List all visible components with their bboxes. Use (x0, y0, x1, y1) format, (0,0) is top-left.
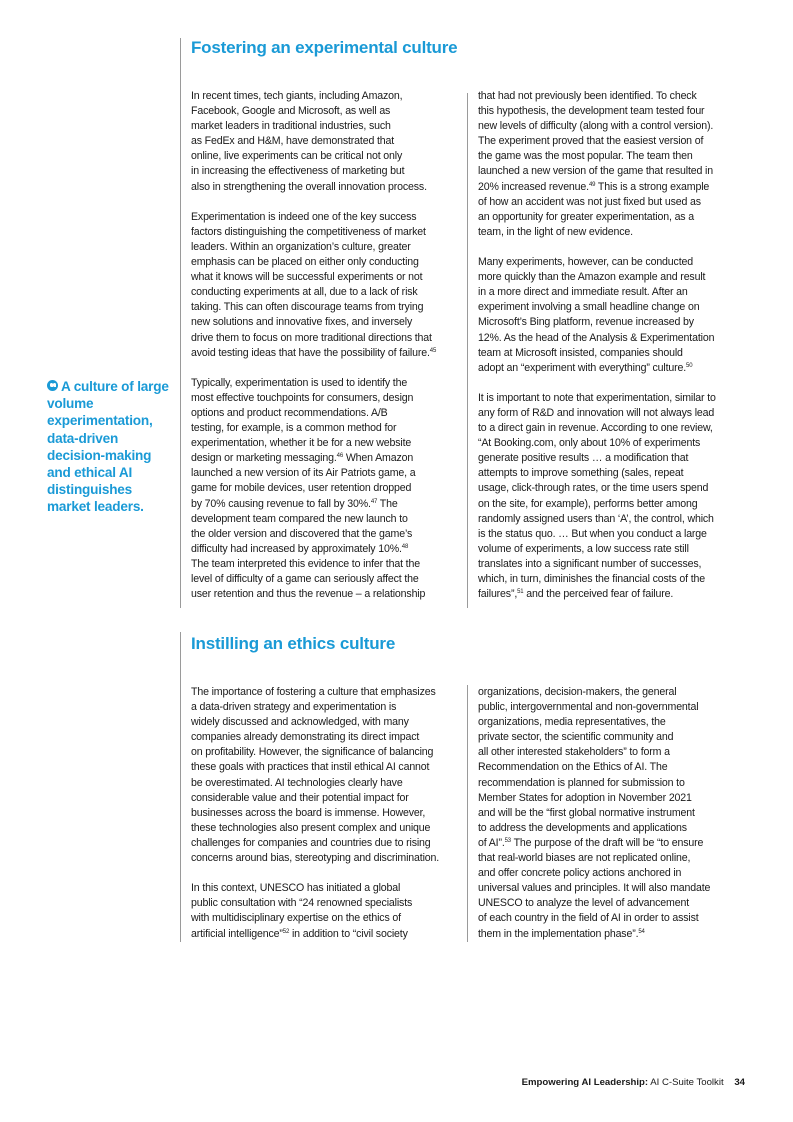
pull-quote-text: A culture of large volume experimentation, data-driven decision-making and ethical AI distinguishes market leaders. (47, 379, 169, 515)
pull-quote (47, 378, 172, 516)
text-line: be overestimated. AI technologies clearly have (191, 776, 403, 789)
text-line: on the site, for example), performs better among (478, 497, 698, 510)
text-line: The experiment proved that the easiest version of (478, 135, 704, 148)
left-margin-rule-2 (180, 632, 181, 942)
text-line: “At Booking.com, only about 10% of experiments (478, 437, 701, 450)
text-line: to address the developments and applications (478, 821, 687, 834)
section-heading-ethics-culture: Instilling an ethics culture (191, 634, 396, 653)
page-footer (522, 1077, 745, 1088)
text-line: in increasing the effectiveness of marketing but (191, 165, 405, 178)
text-line: difficulty had increased by approximately 10%.$^{48}$ (191, 542, 409, 555)
paragraph (191, 881, 461, 941)
paragraph (478, 255, 753, 376)
text-line: challenges for companies and countries due to rising (191, 836, 431, 849)
footnote-ref: 52 (282, 928, 290, 935)
text-line: online, live experiments can be critical not only (191, 150, 403, 163)
text-line: that real-world biases are not replicated online, (478, 852, 691, 865)
text-line: team at Microsoft insisted, companies should (478, 346, 683, 359)
text-line: any form of R&D and innovation will not always lead (478, 406, 715, 419)
paragraph (191, 210, 461, 361)
text-line: them in the implementation phase”.$^{54}$ (478, 927, 645, 940)
text-line: artificial intelligence”$^{52}$ in addition to “civil society (191, 927, 408, 940)
text-line: taking. This can often discourage teams from trying (191, 301, 424, 314)
text-line: development team compared the new launch to (191, 512, 408, 525)
text-line: a data-driven strategy and experimentation is (191, 701, 397, 714)
text-line: experimentation, whether it be for a new website (191, 437, 412, 450)
text-line: which, in turn, diminishes the financial costs of the (478, 573, 705, 585)
text-line: attempts to improve something (sales, repeat (478, 467, 684, 480)
quote-icon (47, 380, 58, 391)
text-line: avoid testing ideas that have the possibility of failure.$^{45}$ (191, 346, 437, 359)
text-line: private sector, the scientific community and (478, 731, 674, 744)
text-line: factors distinguishing the competitiveness of market (191, 225, 426, 238)
footnote-ref: 50 (686, 362, 693, 369)
text-line: Facebook, Google and Microsoft, as well as (191, 105, 391, 118)
paragraph (478, 391, 753, 602)
text-line: in a more direct and immediate result. After an (478, 286, 688, 299)
text-line: translates into a significant number of successes, (478, 557, 702, 570)
text-line: more quickly than the Amazon example and result (478, 271, 706, 284)
text-line: new levels of difficulty (along with a control version). (478, 120, 714, 133)
text-line: drive them to focus on more traditional directions that (191, 331, 432, 344)
text-line: businesses across the board is immense. However, (191, 806, 426, 819)
text-line: the game was the most popular. The team then (478, 150, 693, 163)
text-line: new solutions and innovative fixes, and inversely (191, 316, 413, 329)
text-line: failures”,$^{51}$ and the perceived fear of failure. (478, 588, 674, 601)
text-line: It is important to note that experimentation, similar to (478, 391, 716, 404)
text-line: universal values and principles. It will also mandate (478, 882, 711, 895)
text-line: generate positive results … a modification that (478, 452, 689, 465)
text-line: emphasis can be placed on either only conducting (191, 256, 419, 269)
footnote-ref: 53 (504, 837, 511, 844)
text-line: organizations, decision-makers, the general (478, 686, 677, 698)
paragraph (478, 685, 753, 942)
section-heading-experimental-culture: Fostering an experimental culture (191, 38, 458, 57)
text-line: testing, for example, is a common method for (191, 422, 397, 435)
text-line: organizations, media representatives, the (478, 716, 666, 729)
footer-title: Empowering AI Leadership: (521, 1077, 649, 1088)
text-line: The team interpreted this evidence to infer that the (191, 557, 420, 570)
text-line: is the status quo. … But when you conduct a large (478, 527, 707, 540)
text-line: to a direct gain in revenue. According to one review, (478, 422, 713, 435)
column-divider-2 (467, 685, 468, 942)
text-line: considerable value and their potential impact for (191, 791, 409, 804)
text-line: the older version and discovered that the game’s (191, 527, 413, 540)
footnote-ref: 49 (588, 181, 596, 188)
text-line: conducting experiments at all, due to a lack of risk (191, 286, 418, 299)
paragraph (191, 376, 461, 602)
text-line: launched a new version of its Air Patriots game, a (191, 467, 416, 480)
text-line: this hypothesis, the development team tested four (478, 105, 705, 118)
footnote-ref: 51 (517, 589, 524, 596)
text-line: these technologies also present complex and unique (191, 821, 431, 834)
text-line: companies already demonstrating its direct impact (191, 731, 420, 744)
text-line: most effective touchpoints for consumers, design (191, 391, 414, 404)
text-line: experiment involving a small headline change on (478, 301, 700, 314)
text-line: usage, click-through rates, or the time users spend (478, 482, 709, 495)
text-line: UNESCO to analyze the level of advancement (478, 897, 689, 910)
text-line: level of difficulty of a game can seriously affect the (191, 573, 419, 585)
text-line: randomly assigned users than ‘A’, the control, which (478, 512, 714, 525)
text-line: by 70% causing revenue to fall by 30%.$^{47}$ The (191, 497, 398, 510)
text-line: public consultation with “24 renowned specialists (191, 897, 413, 910)
text-line: Recommendation on the Ethics of AI. The (478, 761, 668, 774)
section2-left-column (191, 685, 461, 942)
section2-right-column (478, 685, 753, 942)
text-line: also in strengthening the overall innovation process. (191, 180, 427, 193)
text-line: user retention and thus the revenue – a relationship (191, 588, 426, 601)
text-line: on profitability. However, the significance of balancing (191, 746, 434, 759)
footer-subtitle: AI C-Suite Toolkit (650, 1077, 724, 1088)
text-line: with multidisciplinary expertise on the ethics of (191, 912, 401, 925)
text-line: and offer concrete policy actions anchored in (478, 867, 682, 880)
paragraph (191, 89, 461, 195)
text-line: of each country in the field of AI in order to assist (478, 912, 699, 925)
text-line: these goals with practices that instil ethical AI cannot (191, 761, 430, 774)
text-line: and will be the “first global normative instrument (478, 806, 695, 819)
text-line: team, in the light of new evidence. (478, 225, 633, 238)
text-line: as FedEx and H&M, have demonstrated that (191, 135, 395, 148)
paragraph (478, 89, 753, 240)
text-line: Many experiments, however, can be conducted (478, 256, 693, 269)
footnote-ref: 47 (370, 498, 378, 505)
text-line: all other interested stakeholders” to form a (478, 746, 670, 759)
text-line: market leaders in traditional industries, such (191, 120, 391, 133)
text-line: of AI”.$^{53}$ The purpose of the draft will be “to ensure (478, 836, 704, 849)
footnote-ref: 54 (638, 928, 645, 935)
text-line: of how an accident was not just fixed but used as (478, 195, 701, 208)
text-line: leaders. Within an organization’s culture, greater (191, 240, 411, 253)
footnote-ref: 48 (401, 543, 409, 550)
left-margin-rule (180, 38, 181, 608)
text-line: that had not previously been identified. To check (478, 90, 697, 102)
text-line: volume of experiments, a low success rate still (478, 542, 689, 555)
text-line: 12%. As the head of the Analysis & Experimentation (478, 331, 715, 344)
text-line: design or marketing messaging.$^{46}$ When Amazon (191, 452, 414, 465)
section1-right-column (478, 89, 753, 602)
text-line: game for mobile devices, user retention dropped (191, 482, 412, 495)
text-line: launched a new version of the game that resulted in (478, 165, 713, 178)
text-line: adopt an “experiment with everything” culture.$^{50}$ (478, 361, 693, 374)
column-divider-1 (467, 93, 468, 608)
text-line: what it knows will be successful experiments or not (191, 271, 423, 284)
text-line: Experimentation is indeed one of the key success (191, 210, 417, 223)
paragraph (191, 685, 461, 866)
text-line: public, intergovernmental and non-governmental (478, 701, 699, 714)
text-line: Typically, experimentation is used to identify the (191, 376, 408, 389)
page-number: 34 (734, 1077, 745, 1088)
text-line: 20% increased revenue.$^{49}$ This is a strong example (478, 180, 710, 193)
text-line: recommendation is planned for submission to (478, 776, 685, 789)
text-line: In recent times, tech giants, including Amazon, (191, 90, 403, 102)
text-line: widely discussed and acknowledged, with many (191, 716, 409, 729)
text-line: The importance of fostering a culture that emphasizes (191, 686, 436, 698)
text-line: an opportunity for greater experimentation, as a (478, 210, 694, 223)
text-line: In this context, UNESCO has initiated a global (191, 882, 401, 895)
footnote-ref: 46 (336, 453, 344, 460)
text-line: Microsoft’s Bing platform, revenue increased by (478, 316, 694, 329)
text-line: Member States for adoption in November 2021 (478, 791, 692, 804)
footnote-ref: 45 (429, 347, 437, 354)
section1-left-column (191, 89, 461, 602)
text-line: options and product recommendations. A/B (191, 406, 388, 419)
text-line: concerns around bias, stereotyping and discrimination. (191, 852, 440, 865)
